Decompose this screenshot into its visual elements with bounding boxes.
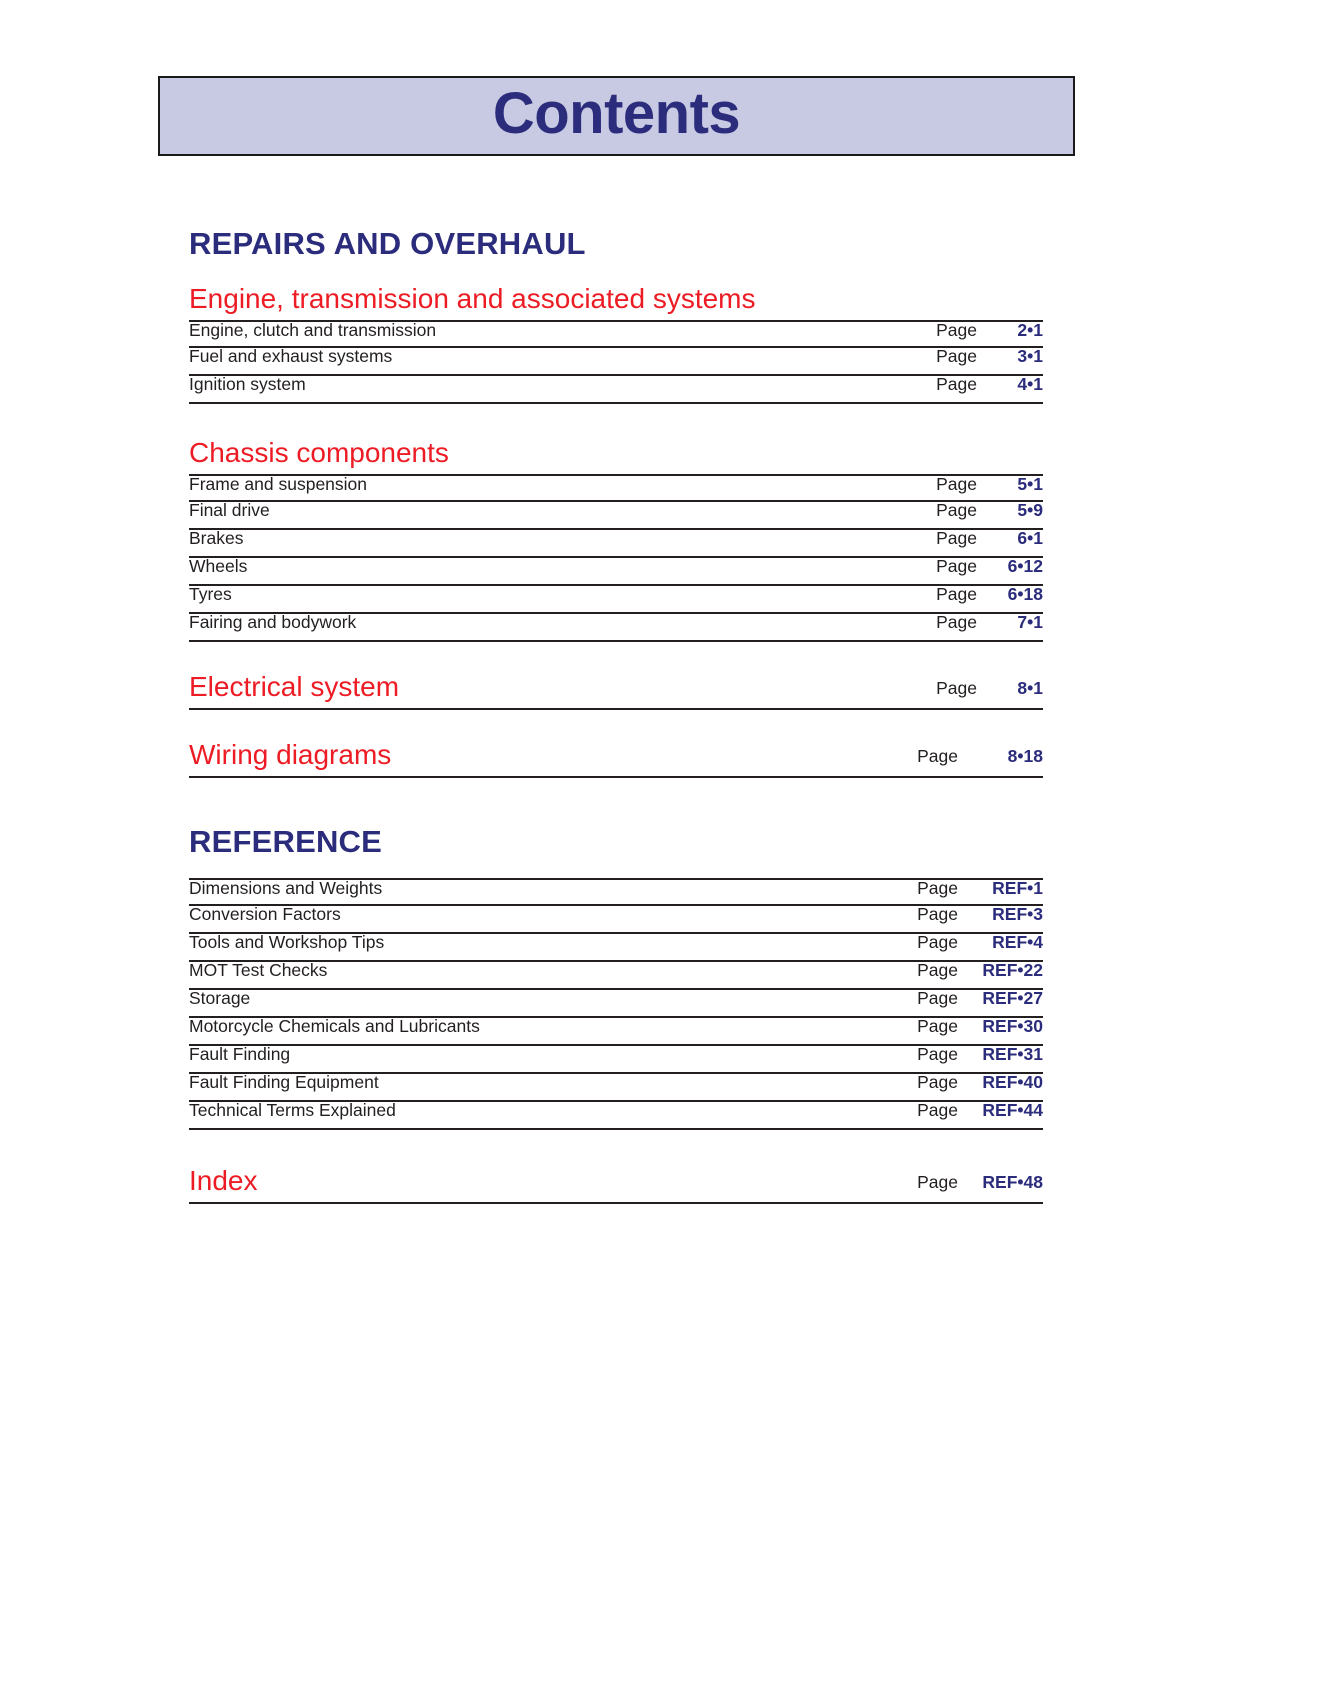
entry-page-number: REF•1 [992, 878, 1043, 899]
entry-label: Fuel and exhaust systems [189, 345, 393, 366]
entry-page-number: 2•1 [1017, 319, 1043, 340]
entry-page-word: Page [936, 499, 977, 520]
entry-page-number: 7•1 [1017, 611, 1043, 632]
entry-page-word: Page [936, 473, 977, 494]
entry-label: Wheels [189, 555, 248, 576]
group-heading-wiring-diagrams: Wiring diagrams [189, 738, 392, 770]
contents-entry[interactable] [189, 345, 1043, 376]
group-heading-engine-transmission: Engine, transmission and associated systems [189, 282, 756, 314]
page-title-banner [158, 76, 1075, 156]
contents-entry[interactable] [189, 934, 1043, 962]
entry-label: Frame and suspension [189, 473, 368, 494]
entry-page-word: Page [936, 373, 977, 394]
entry-page-word: Page [936, 319, 977, 340]
contents-entry[interactable] [189, 906, 1043, 934]
entry-page-number: REF•30 [982, 1016, 1043, 1037]
entry-page-number: 8•18 [1007, 745, 1043, 766]
spacer [189, 1130, 1043, 1166]
entry-page-word: Page [917, 904, 958, 925]
group-engine-transmission [189, 283, 1043, 404]
contents-entry[interactable] [189, 320, 1043, 348]
entry-page-number: REF•27 [982, 988, 1043, 1009]
contents-entry[interactable] [189, 1046, 1043, 1074]
contents-entry[interactable] [189, 878, 1043, 906]
entry-page-word: Page [917, 1044, 958, 1065]
entry-page-word: Page [936, 611, 977, 632]
entry-label: Technical Terms Explained [189, 1100, 396, 1121]
spacer [189, 710, 1043, 740]
entry-page-word: Page [917, 1100, 958, 1121]
contents-entry-electrical-system[interactable] [189, 672, 1043, 710]
entry-label: Engine, clutch and transmission [189, 319, 437, 340]
entry-page-number: REF•31 [982, 1044, 1043, 1065]
entry-list-chassis-components [189, 474, 1043, 642]
contents-entry[interactable] [189, 527, 1043, 558]
entry-page-word: Page [917, 960, 958, 981]
entry-page-number: 4•1 [1017, 373, 1043, 394]
entry-page-number: 5•1 [1017, 473, 1043, 494]
entry-label: Final drive [189, 499, 270, 520]
entry-page-word: Page [936, 555, 977, 576]
entry-page-word: Page [917, 1016, 958, 1037]
contents-entry[interactable] [189, 1102, 1043, 1130]
entry-page-word: Page [936, 527, 977, 548]
group-heading-electrical-system: Electrical system [189, 670, 400, 702]
contents-body [189, 228, 1043, 1204]
entry-label: Tyres [189, 583, 232, 604]
section-heading-reference: REFERENCE [189, 823, 382, 859]
entry-label: Dimensions and Weights [189, 878, 383, 899]
entry-label: MOT Test Checks [189, 960, 328, 981]
entry-page-number: REF•4 [992, 932, 1043, 953]
group-heading-chassis-components: Chassis components [189, 436, 449, 468]
entry-label: Ignition system [189, 373, 306, 394]
entry-label: Storage [189, 988, 251, 1009]
entry-label: Fault Finding [189, 1044, 291, 1065]
entry-label: Conversion Factors [189, 904, 341, 925]
entry-page-word: Page [917, 745, 958, 766]
contents-entry[interactable] [189, 583, 1043, 614]
entry-page-number: 3•1 [1017, 345, 1043, 366]
entry-list-engine-transmission [189, 320, 1043, 404]
contents-entry[interactable] [189, 474, 1043, 502]
entry-page-word: Page [917, 988, 958, 1009]
entry-page-word: Page [917, 932, 958, 953]
entry-page-word: Page [936, 583, 977, 604]
group-chassis-components [189, 437, 1043, 642]
entry-page-number: REF•22 [982, 960, 1043, 981]
entry-page-number: REF•48 [982, 1171, 1043, 1192]
entry-page-word: Page [917, 878, 958, 899]
contents-entry[interactable] [189, 373, 1043, 404]
contents-entry[interactable] [189, 611, 1043, 642]
group-heading-index: Index [189, 1165, 258, 1197]
page-title: Contents [492, 81, 741, 146]
contents-entry[interactable] [189, 990, 1043, 1018]
contents-entry[interactable] [189, 1074, 1043, 1102]
contents-entry[interactable] [189, 1018, 1043, 1046]
entry-label: Brakes [189, 527, 244, 548]
contents-entry-wiring-diagrams[interactable] [189, 740, 1043, 778]
entry-page-number: 8•1 [1017, 677, 1043, 698]
contents-entry[interactable] [189, 962, 1043, 990]
entry-page-number: 5•9 [1017, 499, 1043, 520]
entry-label: Tools and Workshop Tips [189, 932, 385, 953]
entry-label: Motorcycle Chemicals and Lubricants [189, 1016, 480, 1037]
entry-page-word: Page [936, 345, 977, 366]
entry-page-number: REF•3 [992, 904, 1043, 925]
entry-page-word: Page [917, 1072, 958, 1093]
entry-page-number: REF•40 [982, 1072, 1043, 1093]
contents-entry[interactable] [189, 555, 1043, 586]
entry-page-word: Page [936, 677, 977, 698]
entry-page-number: REF•44 [982, 1100, 1043, 1121]
entry-page-number: 6•12 [1007, 555, 1043, 576]
entry-label: Fault Finding Equipment [189, 1072, 379, 1093]
entry-page-number: 6•18 [1007, 583, 1043, 604]
entry-page-word: Page [917, 1171, 958, 1192]
contents-entry-index[interactable] [189, 1166, 1043, 1204]
section-heading-repairs-and-overhaul: REPAIRS AND OVERHAUL [189, 226, 586, 261]
entry-label: Fairing and bodywork [189, 611, 357, 632]
entry-page-number: 6•1 [1017, 527, 1043, 548]
entry-list-reference [189, 878, 1043, 1130]
contents-entry[interactable] [189, 499, 1043, 530]
